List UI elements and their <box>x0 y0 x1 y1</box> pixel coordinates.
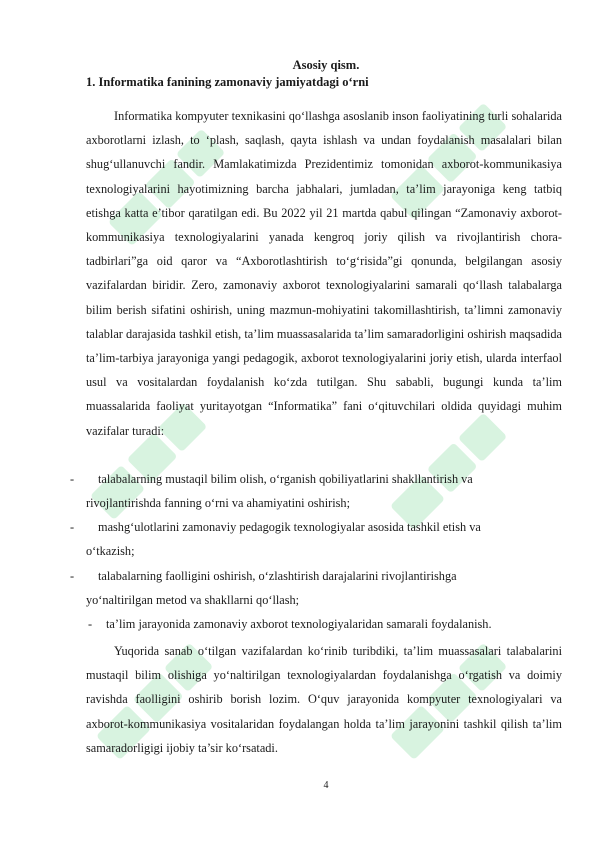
list-item-line: talabalarning faolligini oshirish, o‘zlashtirish darajalarini rivojlantirishga <box>98 569 457 583</box>
list-item-line: talabalarning mustaqil bilim olish, o‘rganish qobiliyatlarini shakllantirish va <box>98 472 473 486</box>
body-paragraph-2: Yuqorida sanab o‘tilgan vazifalardan ko‘rinib turibdiki, ta’lim muassasalari talabalarini mustaqil bilim olishiga yo‘naltirilgan texnologiyalardan foydalanishga o‘rgatish va doimiy ravishda faolligini oshirib borish lozim. O‘quv jarayonida kompyuter texnologiyalari va axborot-kommunikasiya vositalaridan foydalangan holda ta’lim jarayonini tashkil qilish ta’lim samaradorligigi ijobiy ta’sir ko‘rsatadi. <box>86 644 562 755</box>
list-dash: - <box>70 472 75 486</box>
section-subtitle: 1. Informatika fanining zamonaviy jamiyatdagi o‘rni <box>86 75 369 89</box>
list-item-line: o‘tkazish; <box>86 544 135 558</box>
list-dash: - <box>88 617 93 631</box>
list-item-line: rivojlantirishda fanning o‘rni va ahamiyatini oshirish; <box>86 496 350 510</box>
list-item-line: ta’lim jarayonida zamonaviy axborot texnologiyalaridan samarali foydalanish. <box>106 617 492 631</box>
page-number: 4 <box>323 780 329 791</box>
list-dash: - <box>70 569 75 583</box>
list-item-line: mashg‘ulotlarini zamonaviy pedagogik texnologiyalar asosida tashkil etish va <box>98 520 481 534</box>
body-paragraph-1: Informatika kompyuter texnikasini qo‘llashga asoslanib inson faoliyatining turli sohalarida axborotlarni izlash, to ‘plash, saqlash, qayta ishlash va undan foydalanish masalalari bilan shug‘ullanuvchi fandir. Mamlakatimizda Prezidentimiz tomonidan axborot-kommunikasiya texnologiyalarini hayotimizning barcha jabhalari, jumladan, ta’lim jarayoniga keng tatbiq etishga katta e’tibor qaratilgan edi. Bu 2022 yil 21 martda qabul qilingan “Zamonaviy axborot-kommunikasiya texnologiyalarini yanada kengroq joriy qilish va rivojlantirish chora-tadbirlari”ga oid qaror va “Axborotlashtirish to‘g‘risida”gi qonunda, belgilangan asosiy vazifalardan biridir. Zero, zamonaviy axborot texnologiyalarini samarali qo‘llash talabalarga bilim berish sifatini oshirish, uning mazmun-mohiyatini takomillashtirish, ta’limni zamonaviy talablar darajasida tashkil etish, ta’lim muassasalarida ta’lim samaradorligini oshirish maqsadida ta’lim-tarbiya jarayoniga yangi pedagogik, axborot texnologiyalarini joriy etish, ularda interfaol usul va vositalardan foydalanish ko‘zda tutilgan. Shu sababli, bugungi kunda ta’lim muassalarida faoliyat yuritayotgan “Informatika” fani o‘qituvchilari oldida quyidagi muhim vazifalar turadi: <box>86 109 562 438</box>
section-title: Asosiy qism. <box>292 58 360 72</box>
list-item-line: yo‘naltirilgan metod va shakllarni qo‘llash; <box>86 593 300 607</box>
list-dash: - <box>70 520 75 534</box>
